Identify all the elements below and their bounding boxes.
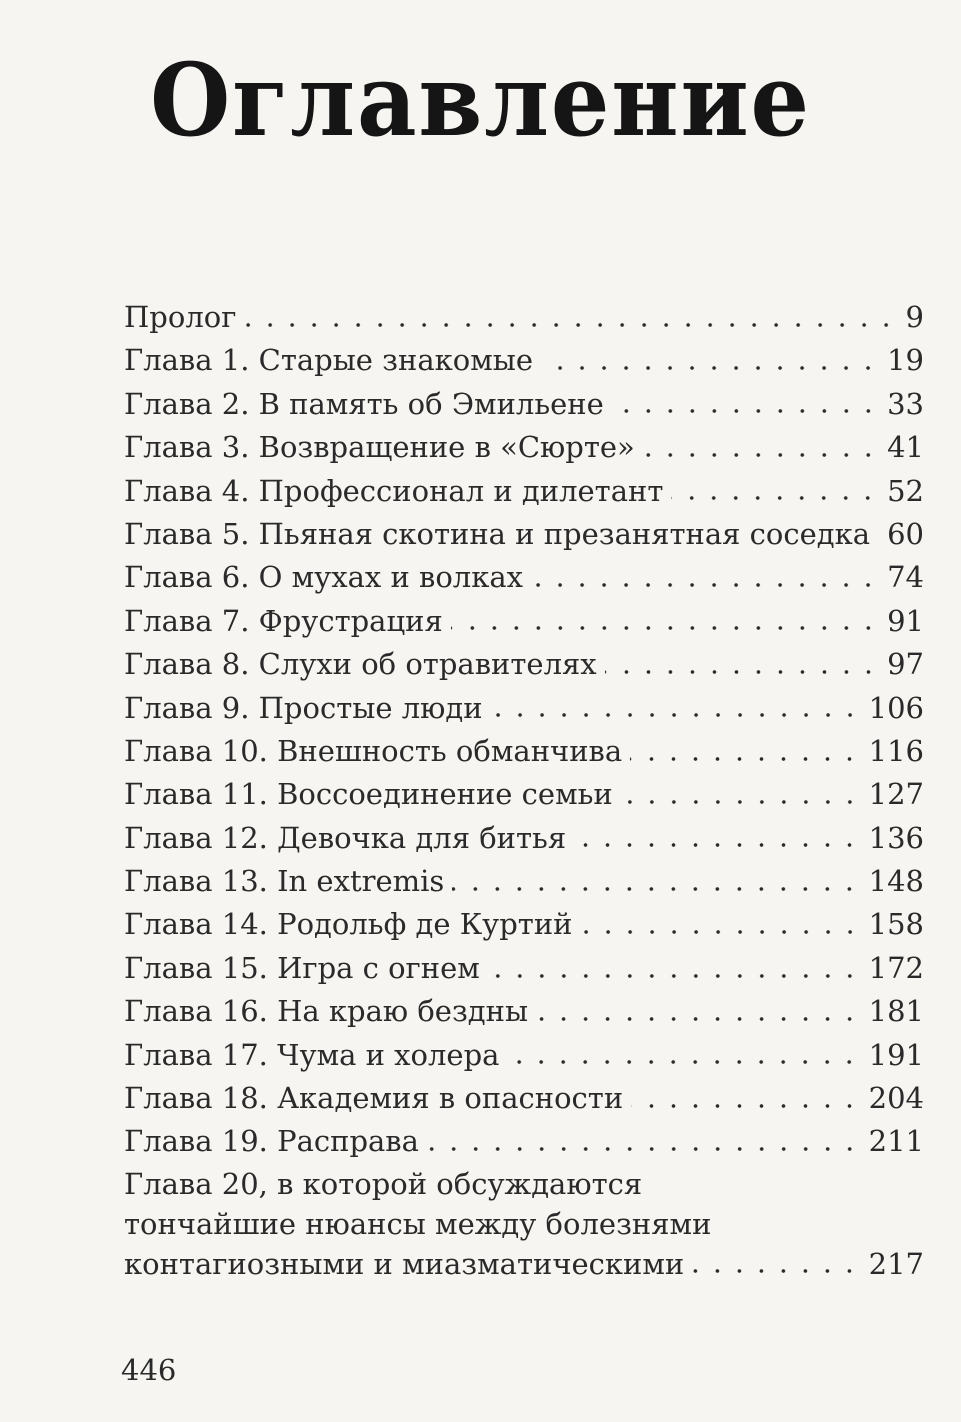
dot-leader [630, 756, 861, 762]
entry-page-number: 217 [868, 1246, 924, 1281]
dot-leader [452, 886, 860, 892]
entry-title: Глава 5. Пьяная скотина и презанятная соседка [124, 516, 871, 551]
entry-title: Глава 17. Чума и холера [124, 1037, 500, 1072]
dot-leader [574, 842, 861, 848]
dot-leader [692, 1268, 860, 1274]
toc-entry-chapter-15 [124, 947, 924, 990]
toc-entry-chapter-8 [124, 643, 924, 686]
entry-title: Пролог [124, 300, 237, 334]
entry-title: Глава 18. Академия в опасности [124, 1081, 624, 1116]
entry-page-number: 74 [887, 560, 924, 595]
toc-entry-chapter-7 [124, 600, 924, 643]
entry-page-number: 172 [868, 950, 924, 985]
dot-leader [536, 1016, 861, 1022]
entry-page-number: 106 [868, 690, 924, 725]
toc-entry-prologue [124, 296, 924, 339]
entry-title: Глава 7. Фрустрация [124, 603, 443, 638]
entry-title: Глава 4. Профессионал и дилетант [124, 473, 664, 508]
entry-page-number: 60 [887, 516, 924, 551]
toc-entry-chapter-1 [124, 339, 924, 382]
entry-page-number: 91 [887, 603, 924, 638]
entry-title: Глава 10. Внешность обманчива [124, 733, 623, 768]
dot-leader [491, 712, 861, 718]
toc-entry-chapter-5 [124, 513, 924, 556]
dot-leader [581, 929, 861, 935]
toc-entry-chapter-17 [124, 1034, 924, 1077]
entry-page-number: 19 [887, 343, 924, 378]
entry-page-number: 204 [868, 1081, 924, 1116]
entry-title-line: тончайшие нюансы между болезнями [124, 1206, 712, 1241]
toc-entry-chapter-12 [124, 817, 924, 860]
toc-entry-chapter-14 [124, 903, 924, 946]
toc-entry-chapter-6 [124, 556, 924, 599]
dot-leader [605, 669, 879, 675]
toc-entry-chapter-10 [124, 730, 924, 773]
entry-title: Глава 2. В память об Эмильене [124, 386, 604, 421]
dot-leader [531, 582, 879, 588]
page-title: Оглавление [150, 41, 811, 159]
entry-page-number: 158 [868, 907, 924, 942]
entry-title: Глава 19. Расправа [124, 1124, 419, 1159]
entry-page-number: 148 [868, 864, 924, 899]
entry-title: Глава 13. In extremis [124, 864, 445, 899]
entry-page-number: 136 [868, 820, 924, 855]
entry-page-number: 191 [868, 1037, 924, 1072]
entry-title: Глава 1. Старые знакомые [124, 343, 534, 378]
entry-title: Глава 14. Родольф де Куртий [124, 907, 573, 942]
dot-leader [621, 799, 861, 805]
entry-title: Глава 8. Слухи об отравителях [124, 647, 597, 682]
toc-entry-chapter-4 [124, 470, 924, 513]
toc-entry-chapter-9 [124, 687, 924, 730]
entry-title: Глава 9. Простые люди [124, 690, 483, 725]
toc-entry-chapter-19 [124, 1120, 924, 1163]
entry-page-number: 116 [868, 733, 924, 768]
dot-leader [427, 1146, 861, 1152]
dot-leader [451, 625, 879, 631]
dot-leader [671, 495, 879, 501]
dot-leader [612, 408, 879, 414]
entry-title: Глава 12. Девочка для битья [124, 820, 567, 855]
toc-entry-chapter-16 [124, 990, 924, 1033]
toc-entry-chapter-13 [124, 860, 924, 903]
dot-leader [541, 365, 879, 371]
toc-entry-chapter-3 [124, 426, 924, 469]
entry-page-number: 127 [868, 777, 924, 812]
dot-leader [488, 973, 861, 979]
toc-entry-chapter-18 [124, 1077, 924, 1120]
toc-entry-chapter-20 [124, 1164, 924, 1284]
entry-title: Глава 6. О мухах и волках [124, 560, 523, 595]
entry-final-line [124, 1244, 924, 1284]
entry-page-number: 41 [887, 430, 924, 465]
entry-title-line: контагиозными и миазматическими [124, 1246, 685, 1281]
dot-leader [631, 1103, 860, 1109]
entry-page-number: 9 [905, 300, 924, 334]
dot-leader [244, 322, 897, 328]
table-of-contents [124, 296, 924, 1284]
entry-page-number: 181 [868, 994, 924, 1029]
entry-title: Глава 15. Игра с огнем [124, 950, 480, 985]
dot-leader [507, 1059, 860, 1065]
entry-page-number: 52 [887, 473, 924, 508]
entry-page-number: 33 [887, 386, 924, 421]
folio-page-number: 446 [121, 1353, 177, 1387]
entry-title: Глава 3. Возвращение в «Сюрте» [124, 430, 635, 465]
entry-title: Глава 11. Воссоединение семьи [124, 777, 613, 812]
entry-page-number: 97 [887, 647, 924, 682]
dot-leader [878, 539, 879, 545]
entry-title: Глава 16. На краю бездны [124, 994, 529, 1029]
entry-page-number: 211 [868, 1124, 924, 1159]
toc-entry-chapter-2 [124, 383, 924, 426]
entry-title-line: Глава 20, в которой обсуждаются [124, 1166, 643, 1201]
dot-leader [643, 452, 879, 458]
toc-entry-chapter-11 [124, 773, 924, 816]
